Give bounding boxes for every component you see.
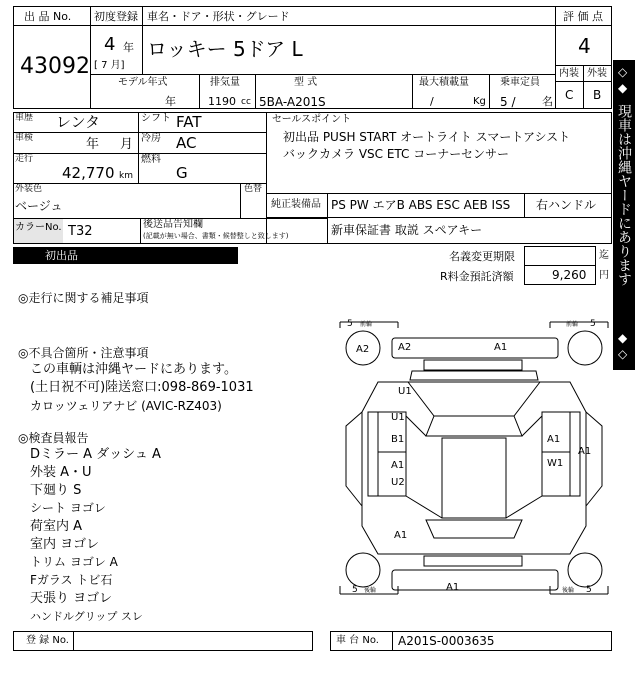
type-value: 5BA-A201S [259,95,326,109]
lot-number: 43092 [20,54,90,79]
capacity-cell [489,74,556,109]
max-load-unit: Kg [473,96,486,107]
color-no-value: T32 [68,224,93,239]
first-listing-banner [13,247,238,264]
capacity-value: 5 / [500,95,516,109]
first-listing-text: 初出品 [45,249,78,262]
dmg-front-bumper-center: A1 [494,342,508,353]
recycle-unit: 円 [599,270,609,281]
dmg-left-front-door-2: B1 [391,434,405,445]
dmg-rear-bumper: A1 [446,582,460,593]
model-year-cell [90,74,200,109]
model-year-unit: 年 [165,95,176,108]
defect-line-3: カロッツェリアナビ (AVIC-RZ403) [30,399,222,413]
dmg-left-rear-door: A1 [391,460,405,471]
interior-grade: C [565,88,574,102]
exterior-color-value: ベージュ [15,199,63,213]
inspection-year-unit: 年 [86,137,100,152]
name-change-field [524,246,596,266]
color-no-label: カラーNo. [15,222,62,233]
side-diamond-top-2: ◆ [618,81,628,95]
exterior-grade-cell [583,81,612,109]
inspection-month-unit: 月 [120,137,134,152]
first-reg-year-unit: 年 [123,41,134,54]
inspector-line: トリム ヨゴレ A [30,555,118,569]
displacement-cell [199,74,256,109]
ac-label: 冷房 [141,133,161,144]
inspector-line: Fガラス トビ石 [30,573,113,587]
first-reg-year: 4 [104,34,116,55]
score-label: 評 価 点 [563,10,603,23]
equipment-value: PS PW エアB ABS ESC AEB ISS [331,198,511,212]
aftermarket-note: (記載が無い場合、書類・候替整しと致します) [143,232,289,240]
max-load-label: 最大積載量 [419,77,469,88]
fuel-value: G [176,164,188,182]
color-change-label: 色替 [244,184,263,194]
aftermarket-label: 後送品告知欄 [143,219,203,230]
dmg-hood: U1 [398,386,412,397]
lot-label: 出 品 No. [24,10,72,23]
car-diagram [338,316,610,626]
interior-label-cell [555,65,584,82]
sales-points-line1: 初出品 PUSH START オートライト スマートアシスト [283,130,571,144]
mileage-unit: km [119,171,133,181]
lot-label-cell [13,6,91,26]
dmg-right-fender: A1 [578,446,592,457]
side-banner [613,60,635,370]
inspector-line: 室内 ヨゴレ [30,537,100,552]
capacity-unit: 名 [542,95,553,108]
score-label-cell [555,6,612,26]
displacement-value: 1190 [208,95,236,108]
type-label: 型 式 [294,77,318,88]
car-name: ロッキー 5ドア L [147,37,303,61]
inspector-line: 下廻り S [30,483,82,498]
interior-label: 内装 [559,68,579,79]
tread-label-fl: 前輪 [360,321,373,328]
side-diamond-bottom-2: ◇ [618,347,628,361]
warranty-value: 新車保証書 取説 スペアキー [331,223,483,237]
score-cell [555,25,612,66]
first-reg-month: [ 7 月] [94,60,125,71]
chassis-value: A201S-0003635 [398,634,495,648]
exterior-label: 外装 [587,68,607,79]
sales-points-label: セールスポイント [272,114,352,125]
dmg-rear-left: A1 [394,530,408,541]
tread-label-rl: 後輪 [364,587,377,594]
history-label: 車歴 [15,113,34,123]
defect-line-1: この車輌は沖縄ヤードにあります。 [30,362,237,377]
dmg-right-front-door: A1 [547,434,561,445]
tire-fr-value: 5 [590,319,596,329]
dmg-front-left-circle: A2 [356,344,370,355]
defects-header: ◎不具合箇所・注意事項 [18,346,149,360]
side-diamond-top-1: ◇ [618,65,628,79]
displacement-label: 排気量 [210,77,240,88]
mileage-label: 走行 [15,154,34,164]
first-reg-label: 初度登録 [94,10,138,23]
fuel-label: 燃料 [141,154,161,165]
steering-value: 右ハンドル [536,198,597,212]
tire-rr-value: 5 [586,585,592,595]
chassis-label: 車 台 No. [336,635,379,646]
recycle-value: 9,260 [552,268,587,282]
interior-grade-cell [555,81,584,109]
exterior-grade: B [593,88,602,102]
max-load-value: / [430,95,434,108]
max-load-cell [412,74,490,109]
type-cell [255,74,413,109]
dmg-right-rear-door: W1 [547,458,564,469]
inspector-header: ◎検査員報告 [18,431,89,445]
history-value: レンタ [56,113,101,131]
first-reg-label-cell [90,6,143,26]
displacement-unit: cc [241,97,251,107]
dmg-front-bumper-left: A2 [398,342,412,353]
tire-fl-value: 5 [347,319,353,329]
ac-value: AC [176,134,197,152]
first-reg-value-cell [90,25,143,75]
recycle-label: R料金預託済額 [440,270,514,283]
driving-notes-header: ◎走行に関する補足事項 [18,291,149,305]
shift-value: FAT [176,113,202,131]
inspection-label: 車検 [15,133,34,143]
inspector-line: ハンドルグリップ スレ [30,610,143,623]
lot-number-cell [13,25,91,109]
capacity-label: 乗車定員 [500,77,540,88]
defect-line-2: (土日祝不可)陸送窓口:098-869-1031 [30,380,254,395]
car-name-label-cell [142,6,556,26]
side-diamond-bottom-1: ◆ [618,331,628,345]
equipment-label: 純正装備品 [271,199,321,210]
tread-label-fr: 前輪 [566,321,579,328]
exterior-color-label: 外装色 [15,184,43,194]
inspector-line: Dミラー A ダッシュ A [30,447,161,462]
shift-label: シフト [141,113,171,124]
inspector-line: シート ヨゴレ [30,501,106,515]
dmg-left-rear-door-2: U2 [391,477,405,488]
reg-no-label: 登 録 No. [26,635,69,646]
car-name-label: 車名・ドア・形状・グレード [147,10,290,23]
inspector-line: 荷室内 A [30,519,83,534]
score-value: 4 [578,34,591,58]
tire-rl-value: 5 [352,585,358,595]
mileage-value: 42,770 [62,164,115,182]
model-year-label: モデル年式 [118,77,168,88]
inspector-line: 天張り ヨゴレ [30,591,113,606]
car-name-cell [142,25,556,75]
side-banner-text: 現車は沖縄ヤードにあります [616,104,632,286]
tread-label-rr: 後輪 [562,587,575,594]
inspector-line: 外装 A・U [30,465,92,480]
sales-points-line2: バックカメラ VSC ETC コーナーセンサー [283,147,509,161]
name-change-unit: 迄 [599,250,609,261]
exterior-label-cell [583,65,612,82]
dmg-left-front-door: U1 [391,412,405,423]
name-change-label: 名義変更期限 [449,250,515,263]
